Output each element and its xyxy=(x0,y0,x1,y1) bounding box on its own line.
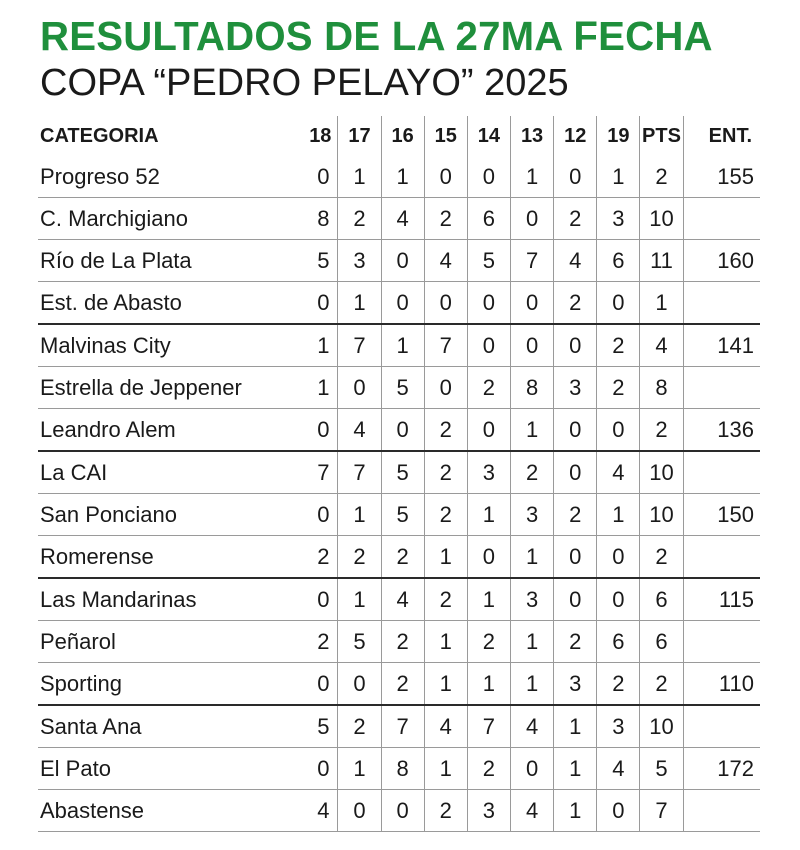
table-row xyxy=(38,198,760,240)
score-cell: 1 xyxy=(424,621,467,663)
points-cell: 6 xyxy=(640,578,683,621)
score-cell: 1 xyxy=(467,663,510,706)
score-cell: 8 xyxy=(511,367,554,409)
points-cell: 2 xyxy=(640,663,683,706)
team-name: C. Marchigiano xyxy=(38,198,295,240)
score-cell: 2 xyxy=(338,536,381,579)
score-cell: 1 xyxy=(338,282,381,325)
score-cell: 1 xyxy=(511,409,554,452)
points-cell: 11 xyxy=(640,240,683,282)
entries-cell: 172 xyxy=(683,748,760,790)
score-cell: 0 xyxy=(295,663,338,706)
score-cell: 1 xyxy=(511,621,554,663)
score-cell: 2 xyxy=(424,790,467,832)
score-cell: 0 xyxy=(597,409,640,452)
score-cell: 1 xyxy=(554,790,597,832)
score-cell: 4 xyxy=(295,790,338,832)
page-title: RESULTADOS DE LA 27MA FECHA xyxy=(40,13,713,59)
team-name: Sporting xyxy=(38,663,295,706)
score-cell: 0 xyxy=(597,282,640,325)
table-row xyxy=(38,663,760,706)
score-cell: 0 xyxy=(554,451,597,494)
score-cell: 2 xyxy=(554,282,597,325)
score-cell: 0 xyxy=(511,748,554,790)
score-cell: 1 xyxy=(554,705,597,748)
header-row xyxy=(38,116,760,156)
score-cell: 0 xyxy=(467,324,510,367)
score-cell: 1 xyxy=(424,663,467,706)
score-cell: 0 xyxy=(338,790,381,832)
score-cell: 4 xyxy=(338,409,381,452)
score-cell: 3 xyxy=(511,494,554,536)
score-cell: 1 xyxy=(597,494,640,536)
entries-cell: 115 xyxy=(683,578,760,621)
score-cell: 1 xyxy=(511,663,554,706)
points-cell: 5 xyxy=(640,748,683,790)
points-cell: 10 xyxy=(640,198,683,240)
score-cell: 2 xyxy=(467,621,510,663)
score-cell: 3 xyxy=(338,240,381,282)
score-cell: 0 xyxy=(467,156,510,198)
score-cell: 0 xyxy=(424,367,467,409)
score-cell: 0 xyxy=(554,536,597,579)
team-name: Malvinas City xyxy=(38,324,295,367)
entries-cell xyxy=(683,790,760,832)
entries-cell xyxy=(683,282,760,325)
score-cell: 1 xyxy=(554,748,597,790)
table-row xyxy=(38,705,760,748)
score-cell: 1 xyxy=(467,578,510,621)
entries-cell: 110 xyxy=(683,663,760,706)
entries-cell xyxy=(683,705,760,748)
score-cell: 2 xyxy=(424,198,467,240)
score-cell: 5 xyxy=(381,451,424,494)
score-cell: 0 xyxy=(295,282,338,325)
score-cell: 0 xyxy=(295,494,338,536)
column-header-17: 17 xyxy=(338,116,381,156)
score-cell: 0 xyxy=(338,367,381,409)
table-row xyxy=(38,494,760,536)
score-cell: 2 xyxy=(381,663,424,706)
score-cell: 2 xyxy=(511,451,554,494)
score-cell: 3 xyxy=(467,790,510,832)
score-cell: 4 xyxy=(511,790,554,832)
column-header-pts: PTS xyxy=(640,116,683,156)
points-cell: 6 xyxy=(640,621,683,663)
score-cell: 8 xyxy=(295,198,338,240)
points-cell: 10 xyxy=(640,705,683,748)
score-cell: 2 xyxy=(338,198,381,240)
score-cell: 0 xyxy=(554,409,597,452)
score-cell: 4 xyxy=(511,705,554,748)
score-cell: 1 xyxy=(424,536,467,579)
entries-cell: 141 xyxy=(683,324,760,367)
column-header-19: 19 xyxy=(597,116,640,156)
score-cell: 2 xyxy=(424,451,467,494)
score-cell: 0 xyxy=(381,409,424,452)
score-cell: 3 xyxy=(554,663,597,706)
column-header-14: 14 xyxy=(467,116,510,156)
score-cell: 5 xyxy=(381,494,424,536)
score-cell: 7 xyxy=(424,324,467,367)
score-cell: 4 xyxy=(597,748,640,790)
column-header-15: 15 xyxy=(424,116,467,156)
score-cell: 1 xyxy=(467,494,510,536)
score-cell: 2 xyxy=(467,748,510,790)
score-cell: 3 xyxy=(467,451,510,494)
column-header-ent: ENT. xyxy=(683,116,760,156)
score-cell: 1 xyxy=(295,367,338,409)
score-cell: 2 xyxy=(424,578,467,621)
page-subtitle: COPA “PEDRO PELAYO” 2025 xyxy=(40,62,569,104)
table-row xyxy=(38,578,760,621)
column-header-13: 13 xyxy=(511,116,554,156)
score-cell: 2 xyxy=(597,367,640,409)
score-cell: 1 xyxy=(295,324,338,367)
table-row xyxy=(38,367,760,409)
score-cell: 7 xyxy=(338,324,381,367)
score-cell: 4 xyxy=(381,578,424,621)
score-cell: 0 xyxy=(381,240,424,282)
score-cell: 0 xyxy=(511,198,554,240)
score-cell: 1 xyxy=(338,494,381,536)
score-cell: 2 xyxy=(467,367,510,409)
score-cell: 0 xyxy=(295,409,338,452)
points-cell: 2 xyxy=(640,156,683,198)
score-cell: 1 xyxy=(511,536,554,579)
column-header-16: 16 xyxy=(381,116,424,156)
entries-cell xyxy=(683,621,760,663)
team-name: Est. de Abasto xyxy=(38,282,295,325)
score-cell: 3 xyxy=(554,367,597,409)
score-cell: 2 xyxy=(381,536,424,579)
score-cell: 0 xyxy=(511,282,554,325)
score-cell: 7 xyxy=(511,240,554,282)
score-cell: 1 xyxy=(338,748,381,790)
score-cell: 0 xyxy=(511,324,554,367)
table-row xyxy=(38,409,760,452)
team-name: Santa Ana xyxy=(38,705,295,748)
score-cell: 1 xyxy=(381,324,424,367)
team-name: El Pato xyxy=(38,748,295,790)
score-cell: 8 xyxy=(381,748,424,790)
points-cell: 8 xyxy=(640,367,683,409)
entries-cell xyxy=(683,367,760,409)
table-row xyxy=(38,156,760,198)
score-cell: 0 xyxy=(467,282,510,325)
team-name: Estrella de Jeppener xyxy=(38,367,295,409)
score-cell: 0 xyxy=(554,156,597,198)
team-name: San Ponciano xyxy=(38,494,295,536)
score-cell: 2 xyxy=(597,324,640,367)
column-header-12: 12 xyxy=(554,116,597,156)
points-cell: 7 xyxy=(640,790,683,832)
table-row xyxy=(38,324,760,367)
column-header-categoria: CATEGORIA xyxy=(40,124,159,147)
results-body xyxy=(38,156,760,832)
points-cell: 10 xyxy=(640,451,683,494)
score-cell: 2 xyxy=(295,536,338,579)
entries-cell xyxy=(683,451,760,494)
score-cell: 0 xyxy=(554,324,597,367)
score-cell: 1 xyxy=(338,578,381,621)
points-cell: 2 xyxy=(640,409,683,452)
score-cell: 2 xyxy=(338,705,381,748)
score-cell: 2 xyxy=(554,198,597,240)
score-cell: 5 xyxy=(381,367,424,409)
team-name: Las Mandarinas xyxy=(38,578,295,621)
column-header-18: 18 xyxy=(309,124,332,147)
score-cell: 2 xyxy=(295,621,338,663)
results-table xyxy=(38,116,760,832)
score-cell: 1 xyxy=(381,156,424,198)
team-name: Abastense xyxy=(38,790,295,832)
entries-cell: 150 xyxy=(683,494,760,536)
score-cell: 3 xyxy=(597,705,640,748)
score-cell: 0 xyxy=(295,748,338,790)
score-cell: 0 xyxy=(381,282,424,325)
table-row xyxy=(38,451,760,494)
team-name: Río de La Plata xyxy=(38,240,295,282)
score-cell: 4 xyxy=(424,705,467,748)
score-cell: 6 xyxy=(597,621,640,663)
table-row xyxy=(38,240,760,282)
score-cell: 2 xyxy=(381,621,424,663)
score-cell: 0 xyxy=(597,536,640,579)
entries-cell xyxy=(683,536,760,579)
team-name: Progreso 52 xyxy=(38,156,295,198)
score-cell: 2 xyxy=(424,409,467,452)
entries-cell: 136 xyxy=(683,409,760,452)
score-cell: 0 xyxy=(424,156,467,198)
score-cell: 4 xyxy=(381,198,424,240)
score-cell: 4 xyxy=(554,240,597,282)
score-cell: 7 xyxy=(338,451,381,494)
entries-cell xyxy=(683,198,760,240)
table-row xyxy=(38,748,760,790)
score-cell: 0 xyxy=(597,790,640,832)
score-cell: 2 xyxy=(424,494,467,536)
score-cell: 4 xyxy=(597,451,640,494)
table-row xyxy=(38,282,760,325)
score-cell: 0 xyxy=(381,790,424,832)
points-cell: 2 xyxy=(640,536,683,579)
score-cell: 4 xyxy=(424,240,467,282)
score-cell: 0 xyxy=(295,156,338,198)
team-name: Leandro Alem xyxy=(38,409,295,452)
score-cell: 7 xyxy=(467,705,510,748)
score-cell: 5 xyxy=(338,621,381,663)
score-cell: 1 xyxy=(424,748,467,790)
table-row xyxy=(38,790,760,832)
score-cell: 0 xyxy=(424,282,467,325)
points-cell: 1 xyxy=(640,282,683,325)
score-cell: 5 xyxy=(467,240,510,282)
score-cell: 2 xyxy=(597,663,640,706)
score-cell: 7 xyxy=(381,705,424,748)
score-cell: 1 xyxy=(338,156,381,198)
score-cell: 1 xyxy=(511,156,554,198)
points-cell: 4 xyxy=(640,324,683,367)
entries-cell: 160 xyxy=(683,240,760,282)
table-row xyxy=(38,536,760,579)
score-cell: 0 xyxy=(338,663,381,706)
score-cell: 3 xyxy=(511,578,554,621)
score-cell: 0 xyxy=(597,578,640,621)
score-cell: 1 xyxy=(597,156,640,198)
table-row xyxy=(38,621,760,663)
points-cell: 10 xyxy=(640,494,683,536)
score-cell: 5 xyxy=(295,705,338,748)
team-name: Peñarol xyxy=(38,621,295,663)
score-cell: 0 xyxy=(295,578,338,621)
score-cell: 6 xyxy=(467,198,510,240)
score-cell: 6 xyxy=(597,240,640,282)
score-cell: 3 xyxy=(597,198,640,240)
team-name: Romerense xyxy=(38,536,295,579)
entries-cell: 155 xyxy=(683,156,760,198)
score-cell: 0 xyxy=(467,409,510,452)
score-cell: 0 xyxy=(467,536,510,579)
score-cell: 2 xyxy=(554,494,597,536)
score-cell: 5 xyxy=(295,240,338,282)
score-cell: 7 xyxy=(295,451,338,494)
score-cell: 2 xyxy=(554,621,597,663)
team-name: La CAI xyxy=(38,451,295,494)
score-cell: 0 xyxy=(554,578,597,621)
